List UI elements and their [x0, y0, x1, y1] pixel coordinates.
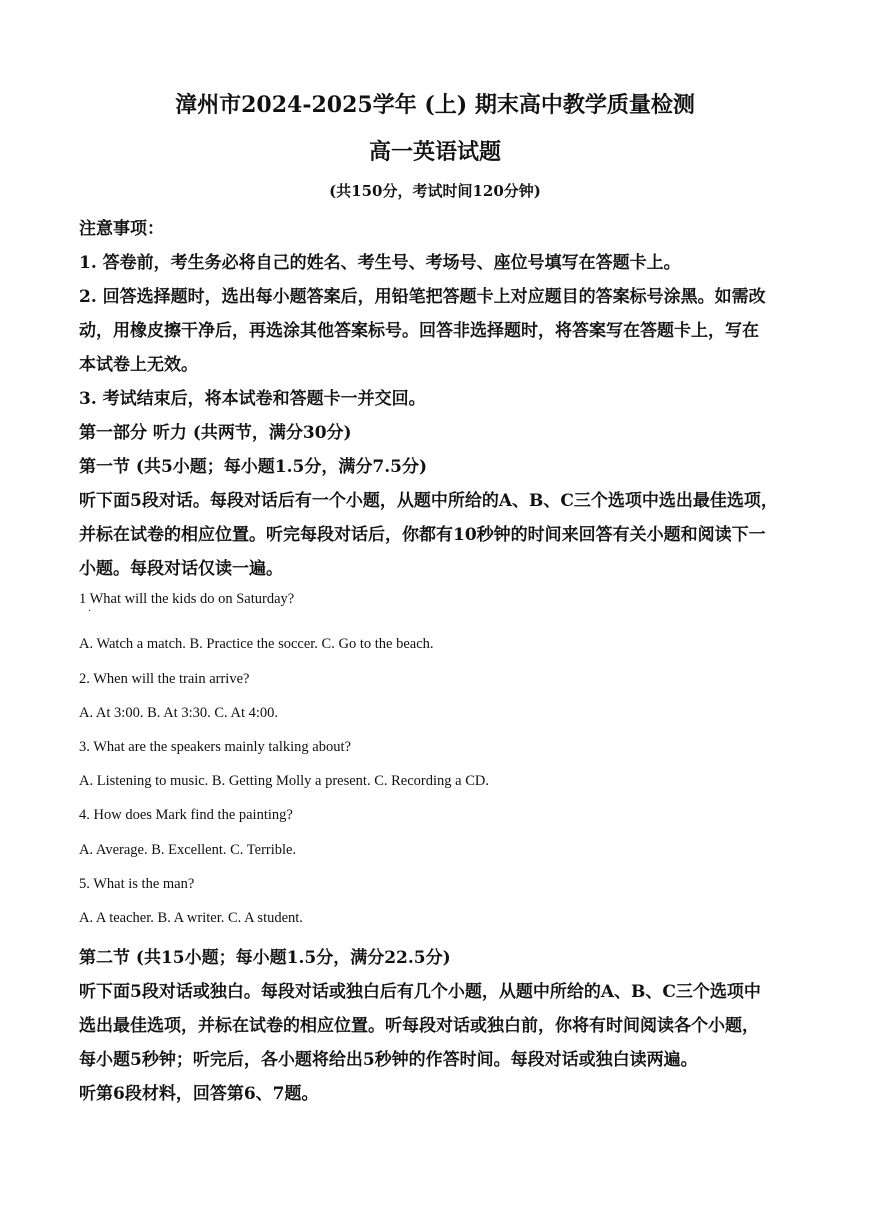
section2-next-material: 听第6段材料，回答第6、7题。 — [79, 1084, 319, 1104]
section1-instruction-line-2: 并标在试卷的相应位置。听完每段对话后，你都有10秒钟的时间来回答有关小题和阅读下一 — [79, 525, 766, 545]
exam-title: 漳州市2024-2025学年 (上) 期末高中教学质量检测 — [175, 92, 695, 118]
section1-instruction-line-1: 听下面5段对话。每段对话后有一个小题，从题中所给的A、B、C三个选项中选出最佳选项， — [79, 491, 778, 511]
question-3-options: A. Listening to music. B. Getting Molly a present. C. Recording a CD. — [79, 773, 489, 789]
question-1-dot: · — [88, 606, 92, 617]
section2-instruction-line-1: 听下面5段对话或独白。每段对话或独白后有几个小题，从题中所给的A、B、C三个选项中 — [79, 982, 761, 1002]
section1-heading: 第一节 (共5小题；每小题1.5分，满分7.5分) — [79, 457, 427, 477]
question-2-options: A. At 3:00. B. At 3:30. C. At 4:00. — [79, 705, 278, 721]
question-1: 1 What will the kids do on Saturday? — [79, 591, 295, 607]
question-5: 5. What is the man? — [79, 876, 195, 892]
notice-item-2-line-2: 动，用橡皮擦干净后，再选涂其他答案标号。回答非选择题时，将答案写在答题卡上，写在 — [79, 321, 759, 341]
question-5-options: A. A teacher. B. A writer. C. A student. — [79, 910, 303, 926]
notice-item-2-line-1: 2. 回答选择题时，选出每小题答案后，用铅笔把答题卡上对应题目的答案标号涂黑。如需改 — [79, 287, 766, 307]
notice-heading: 注意事项： — [79, 219, 164, 239]
notice-item-3: 3. 考试结束后，将本试卷和答题卡一并交回。 — [79, 389, 426, 409]
section2-instruction-line-3: 每小题5秒钟；听完后，各小题将给出5秒钟的作答时间。每段对话或独白读两遍。 — [79, 1050, 698, 1070]
notice-item-1: 1. 答卷前，考生务必将自己的姓名、考生号、考场号、座位号填写在答题卡上。 — [79, 253, 681, 273]
exam-subtitle: 高一英语试题 — [368, 139, 501, 165]
part1-heading: 第一部分 听力 (共两节，满分30分) — [79, 423, 352, 443]
notice-item-2-line-3: 本试卷上无效。 — [79, 355, 198, 375]
question-1-options: A. Watch a match. B. Practice the soccer. C. Go to the beach. — [79, 636, 434, 652]
exam-info: (共150分，考试时间120分钟) — [329, 182, 541, 200]
question-4-options: A. Average. B. Excellent. C. Terrible. — [79, 842, 297, 858]
section2-heading: 第二节 (共15小题；每小题1.5分，满分22.5分) — [79, 948, 451, 968]
question-4: 4. How does Mark find the painting? — [79, 807, 293, 823]
question-2: 2. When will the train arrive? — [79, 671, 250, 687]
section1-instruction-line-3: 小题。每段对话仅读一遍。 — [79, 559, 283, 579]
section2-instruction-line-2: 选出最佳选项，并标在试卷的相应位置。听每段对话或独白前，你将有时间阅读各个小题， — [79, 1016, 759, 1036]
question-3: 3. What are the speakers mainly talking about? — [79, 739, 351, 755]
